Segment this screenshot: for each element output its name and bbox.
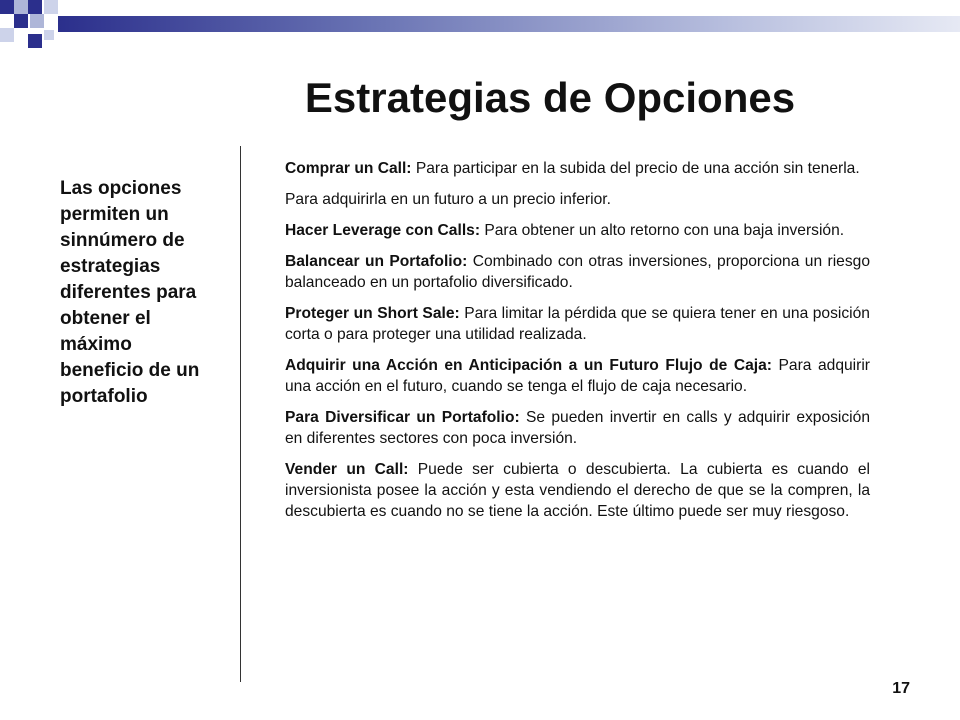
strategy-term: Adquirir una Acción en Anticipación a un Futuro Flujo de Caja: xyxy=(285,357,772,374)
decor-square xyxy=(44,30,54,40)
strategy-description: Para adquirir una acción en el futuro, cuando se tenga el flujo de caja necesario. xyxy=(285,357,870,395)
strategy-term: Proteger un Short Sale: xyxy=(285,305,460,322)
strategy-description: Para participar en la subida del precio de una acción sin tenerla. xyxy=(411,160,860,177)
decor-square xyxy=(0,28,14,42)
strategy-item xyxy=(285,251,870,293)
strategy-item xyxy=(285,459,870,522)
strategy-description: Se pueden invertir en calls y adquirir exposición en diferentes sectores con poca inversión. xyxy=(285,409,870,447)
strategy-term: Hacer Leverage con Calls: xyxy=(285,222,481,239)
strategy-term: Balancear un Portafolio: xyxy=(285,253,468,270)
strategy-description: Para limitar la pérdida que se quiera tener en una posición corta o para proteger una utilidad realizada. xyxy=(285,305,870,343)
strategy-item xyxy=(285,158,870,179)
strategy-term: Comprar un Call: xyxy=(285,160,412,177)
strategy-item xyxy=(285,189,870,210)
decor-square xyxy=(14,0,28,14)
strategy-description: Puede ser cubierta o descubierta. La cubierta es cuando el inversionista posee la acción y esta vendiendo el derecho de que se la compren, la descubierta es cuando no se tiene la acción. Este último puede ser muy riesgoso. xyxy=(285,461,870,520)
decor-square xyxy=(28,34,42,48)
vertical-divider xyxy=(240,146,241,682)
strategy-description: Para adquirirla en un futuro a un precio inferior. xyxy=(285,191,611,208)
decor-square xyxy=(44,0,58,14)
strategy-item xyxy=(285,220,870,241)
strategy-item xyxy=(285,355,870,397)
decor-square xyxy=(0,0,14,14)
strategy-list xyxy=(285,158,870,522)
decor-square xyxy=(14,14,28,28)
strategy-item xyxy=(285,303,870,345)
sidebar-intro-text: Las opciones permiten un sinnúmero de estrategias diferentes para obtener el máximo beneficio de un portafolio xyxy=(60,178,200,407)
decor-square xyxy=(30,14,44,28)
page-number: 17 xyxy=(892,680,910,697)
page-title: Estrategias de Opciones xyxy=(304,74,796,121)
strategy-description: Para obtener un alto retorno con una baja inversión. xyxy=(480,222,845,239)
decor-square xyxy=(28,0,42,14)
strategy-description: Combinado con otras inversiones, proporciona un riesgo balanceado en un portafolio diversificado. xyxy=(285,253,870,291)
strategy-term: Vender un Call: xyxy=(285,461,409,478)
strategy-item xyxy=(285,407,870,449)
header-gradient-bar xyxy=(58,16,960,32)
strategy-term: Para Diversificar un Portafolio: xyxy=(285,409,520,426)
